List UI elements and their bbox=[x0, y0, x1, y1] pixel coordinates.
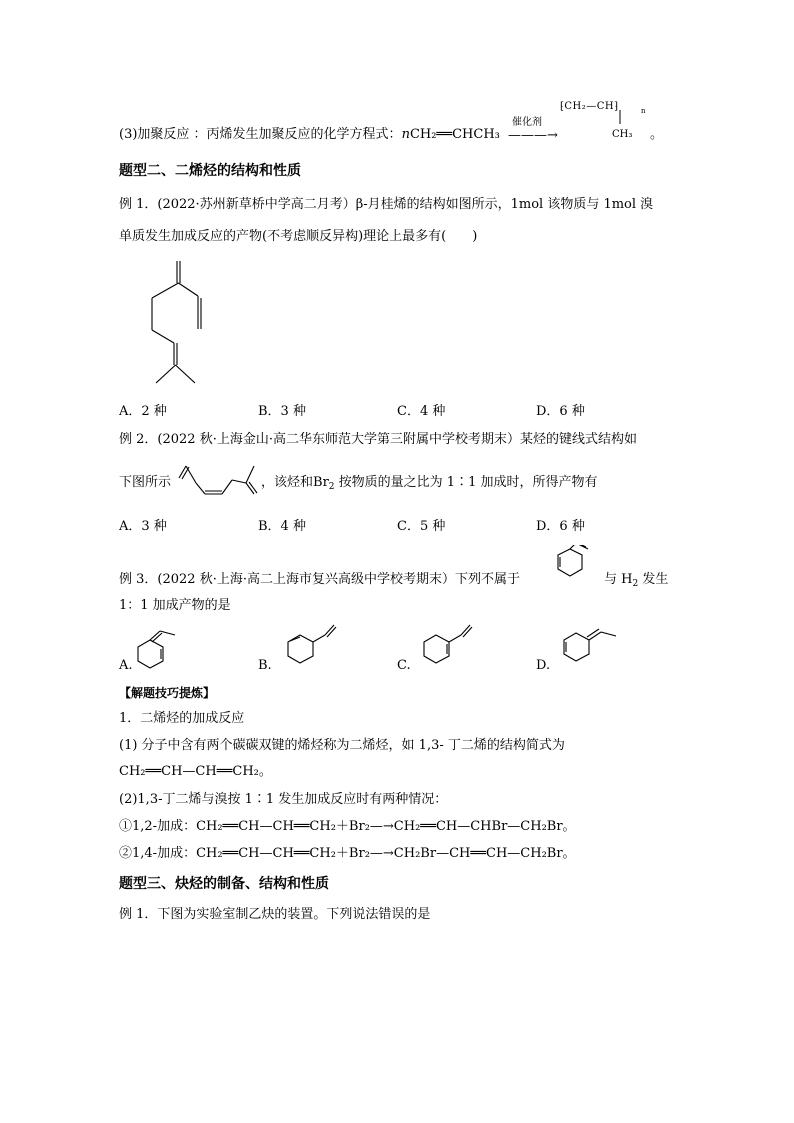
ex3-line1 bbox=[119, 571, 520, 589]
section3-title: 题型三、炔烃的制备、结构和性质 bbox=[119, 876, 329, 892]
ex2-line2-a: 下图所示 bbox=[119, 475, 172, 490]
reaction3-catalyst: 催化剂 bbox=[512, 117, 542, 128]
reaction3-line bbox=[119, 126, 500, 144]
ex2-line2-sub: 2 bbox=[328, 482, 335, 492]
ex1-option-b: B．3 种 bbox=[258, 404, 306, 419]
ex3-option-a-structure bbox=[130, 625, 190, 670]
ex3-line1-tail bbox=[604, 571, 668, 589]
reaction3-arrow: ———→ bbox=[508, 128, 558, 143]
ex1-option-c: C．4 种 bbox=[397, 404, 446, 419]
reaction3-polymer-sub: CH₃ bbox=[612, 129, 633, 140]
tips-p3: ①1,2-加成：CH₂══CH—CH══CH₂＋Br₂—→CH₂══CH—CHBr—CH₂Br。 bbox=[119, 819, 576, 834]
ex1-line1: 例 1．(2022·苏州新草桥中学高二月考）β-月桂烯的结构如图所示，1mol 该物质与 1mol 溴 bbox=[119, 197, 654, 212]
ex1-option-a: A．2 种 bbox=[119, 404, 167, 419]
reaction3-polymer-top: ⁅CH₂—CH⁆ bbox=[560, 101, 619, 112]
ex3-line1-sub: 2 bbox=[632, 579, 639, 589]
ex1-option-d: D．6 种 bbox=[536, 404, 585, 419]
ex1-line2: 单质发生加成反应的产物(不考虑顺反异构)理论上最多有( ) bbox=[119, 229, 478, 244]
tips-p2: (2)1,3-丁二烯与溴按 1∶1 发生加成反应时有两种情况： bbox=[119, 792, 448, 807]
ex3-line1-c: 发生 bbox=[638, 572, 669, 587]
ex2-option-b: B．4 种 bbox=[258, 519, 306, 534]
tips-p1-line2: CH₂══CH—CH══CH₂。 bbox=[119, 764, 272, 779]
reaction3-n: n bbox=[401, 127, 410, 142]
reaction3-end: 。 bbox=[650, 127, 664, 142]
reaction3-reactant: CH₂══CHCH₃ bbox=[409, 127, 500, 142]
ex2-line2-c: 按物质的量之比为 1∶1 加成时，所得产物有 bbox=[334, 475, 598, 490]
ex3-line1-a: 例 3．(2022 秋·上海·高二上海市复兴高级中学校考期末）下列不属于 bbox=[119, 572, 520, 587]
ex3-option-b-structure bbox=[280, 620, 355, 670]
ex3-option-d: D. bbox=[536, 658, 551, 673]
ex2-option-a: A．3 种 bbox=[119, 519, 167, 534]
ex3-option-a: A. bbox=[119, 658, 133, 673]
ex3-reference-structure bbox=[540, 545, 600, 581]
tips-title: 【解题技巧提炼】 bbox=[119, 686, 216, 700]
polymer-branch-bond bbox=[618, 110, 622, 124]
ex2-line1: 例 2．(2022 秋·上海金山·高二华东师范大学第三附属中学校考期末）某烃的键线式结构如 bbox=[119, 432, 637, 447]
reaction3-prefix: (3)加聚反应 ：丙烯发生加聚反应的化学方程式： bbox=[119, 127, 402, 142]
ex3-line1-b: 与 H bbox=[604, 572, 633, 587]
ex2-option-c: C．5 种 bbox=[397, 519, 446, 534]
ex2-structure bbox=[176, 458, 266, 498]
reaction3-polymer-n: n bbox=[641, 107, 646, 115]
ex3-option-d-structure bbox=[556, 618, 636, 668]
tips-p1-line1: (1) 分子中含有两个碳碳双键的烯烃称为二烯烃，如 1,3- 丁二烯的结构简式为 bbox=[119, 738, 565, 753]
tips-item1: 1．二烯烃的加成反应 bbox=[119, 711, 245, 726]
ex4-line1: 例 1．下图为实验室制乙炔的装置。下列说法错误的是 bbox=[119, 907, 431, 922]
ex3-option-c-structure bbox=[416, 620, 491, 670]
ex3-line2: 1：1 加成产物的是 bbox=[119, 598, 231, 613]
ex2-line2-b: ，该烃和Br bbox=[261, 475, 329, 490]
section2-title: 题型二、二烯烃的结构和性质 bbox=[119, 163, 301, 179]
ex3-option-b: B. bbox=[258, 658, 272, 673]
ex3-option-c: C. bbox=[397, 658, 411, 673]
myrcene-structure bbox=[130, 253, 220, 393]
ex2-option-d: D．6 种 bbox=[536, 519, 585, 534]
tips-p4: ②1,4-加成：CH₂══CH—CH══CH₂＋Br₂—→CH₂Br—CH══CH—CH₂Br。 bbox=[119, 846, 576, 861]
